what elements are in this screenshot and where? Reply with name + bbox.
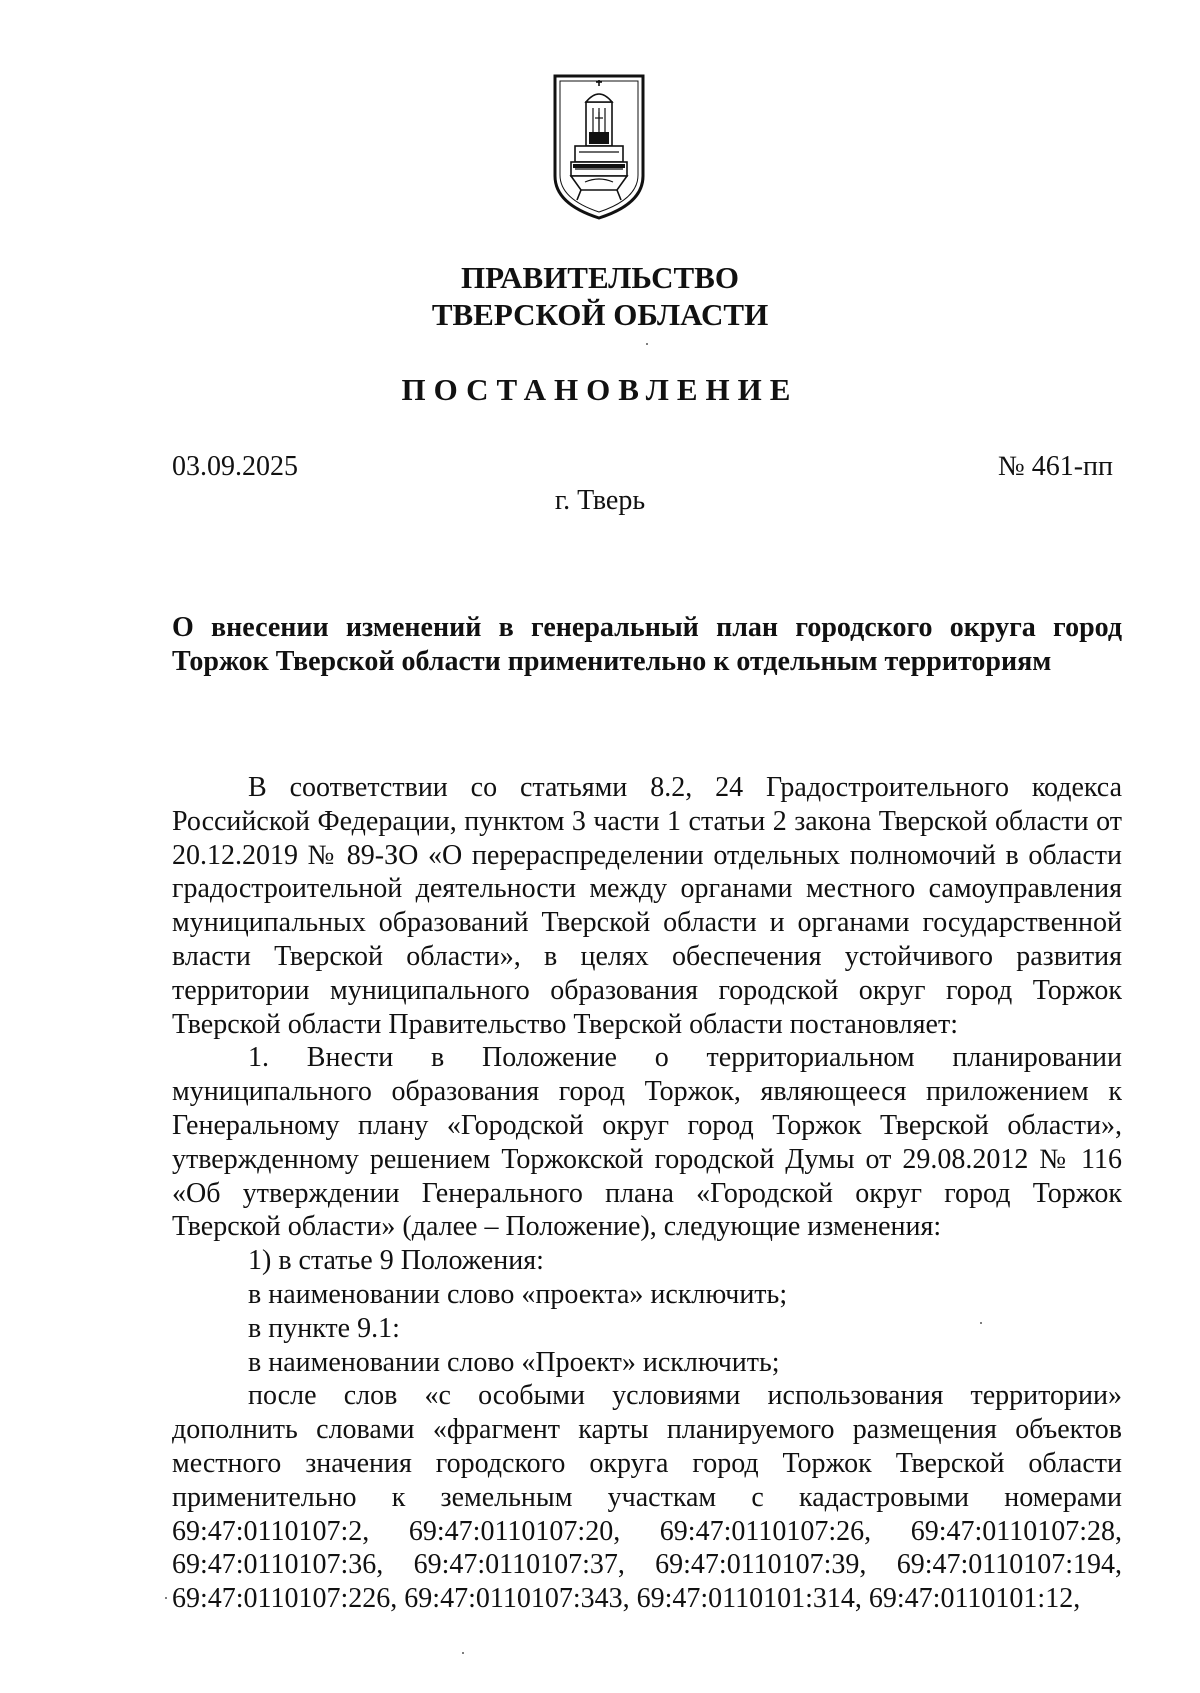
document-subject: О внесении изменений в генеральный план городского округа город Торжок Тверской области применительно к отдельным территориям (172, 612, 1122, 677)
scan-speck (980, 1322, 982, 1324)
organization-line-1: ПРАВИТЕЛЬСТВО (461, 260, 739, 295)
document-date: 03.09.2025 (172, 451, 298, 482)
scan-speck (646, 343, 648, 345)
paragraph-clause-9-1: в пункте 9.1: (248, 1312, 400, 1344)
paragraph-amendment-3: после слов «с особыми условиями использования территории» дополнить словами «фрагмент карты планируемого размещения объектов местного значения городского округа город Торжок Тверской области применительно к земельным участкам с кадастровыми номерами 69:47:0110107:2, 69:47:0110107:20, 69:47:0110107:26, 69:47:0110107:28, 69:47:0110107:36, 69:47:0110107:37, 69:47:0110107:39, 69:47:0110107:194, 69:47:0110107:226, 69:47:0110107:343, 69:47:0110101:314, 69:47:0110101:12, (172, 1380, 1122, 1615)
paragraph-amendment-1: в наименовании слово «проекта» исключить; (248, 1278, 788, 1310)
tver-coat-of-arms-icon (551, 72, 647, 222)
scan-speck (165, 1597, 167, 1599)
paragraph-preamble: В соответствии со статьями 8.2, 24 Градостроительного кодекса Российской Федерации, пунктом 3 части 1 статьи 2 закона Тверской области от 20.12.2019 № 89-ЗО «О перераспределении отдельных полномочий в области градостроительной деятельности между органами местного самоуправления муниципальных образований Тверской области и органами государственной власти Тверской области», в целях обеспечения устойчивого развития территории муниципального образования городской округ город Торжок Тверской области Правительство Тверской области постановляет: (172, 772, 1122, 1040)
organization-name (0, 259, 1200, 333)
document-body (172, 771, 1122, 1616)
document-city: г. Тверь (554, 485, 646, 516)
paragraph-item-1: 1. Внести в Положение о территориальном планировании муниципального образования город Торжок, являющееся приложением к Генеральному плану «Городской округ город Торжок Тверской области», утвержденному решением Торжокской городской Думы от 29.08.2012 № 116 «Об утверждении Генерального плана «Городской округ город Торжок Тверской области» (далее – Положение), следующие изменения: (172, 1042, 1122, 1243)
paragraph-amendment-2: в наименовании слово «Проект» исключить; (248, 1346, 780, 1378)
paragraph-subitem-1: 1) в статье 9 Положения: (248, 1245, 544, 1277)
document-type: ПОСТАНОВЛЕНИЕ (401, 372, 799, 407)
scan-speck (462, 1652, 464, 1654)
document-number: № 461-пп (997, 451, 1113, 482)
organization-line-2: ТВЕРСКОЙ ОБЛАСТИ (431, 297, 769, 332)
